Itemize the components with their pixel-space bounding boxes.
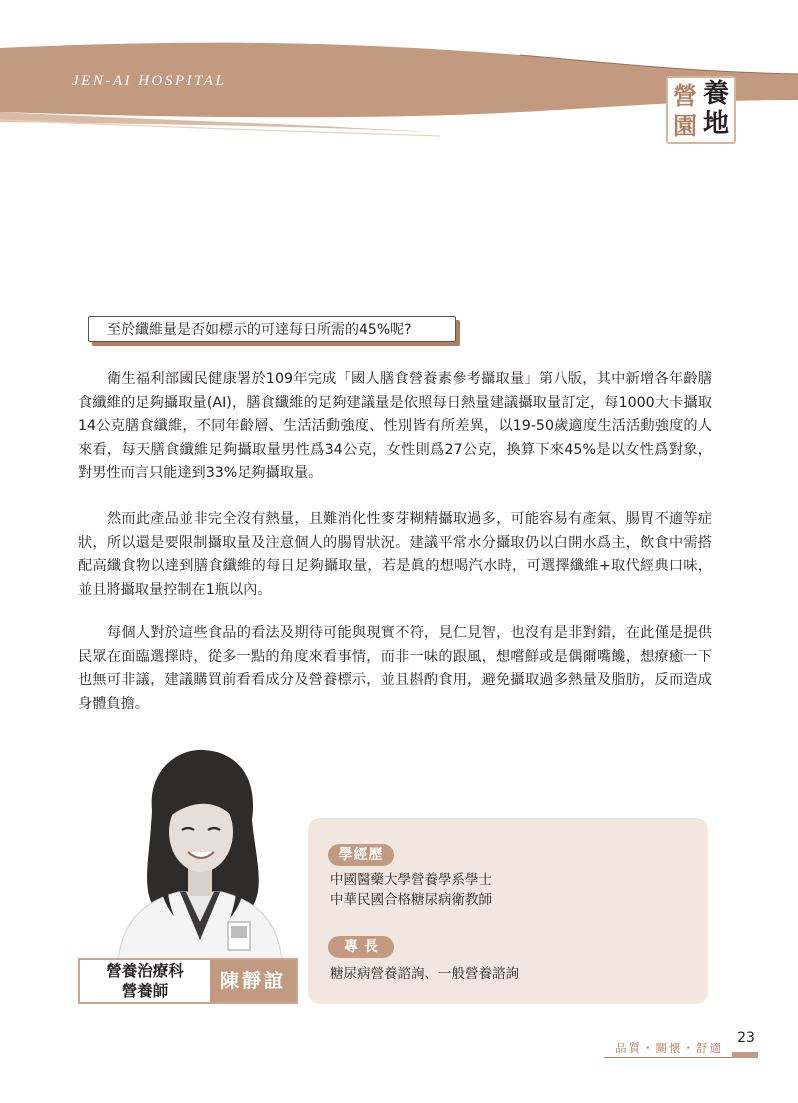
author-name-plate <box>78 958 298 1004</box>
section-question-title: 至於纖維量是否如標示的可達每日所需的45%呢? <box>88 316 456 342</box>
body-paragraph: 衛生福利部國民健康署於109年完成「國人膳食營養素參考攝取量」第八版，其中新增各年齡膳食纖維的足夠攝取量(AI)，膳食纖維的足夠建議量是依照每日熱量建議攝取量訂定，每1000大卡攝取14公克膳食纖維，不同年齡層、生活活動強度、性別皆有所差異，以19-50歲適度生活活動強度的人來看，每天膳食纖維足夠攝取量男性爲34公克，女性則爲27公克，換算下來45%是以女性爲對象，對男性而言只能達到33%足夠攝取量。 <box>78 371 712 481</box>
section-logo <box>666 76 736 144</box>
logo-char: 養 <box>702 79 729 109</box>
body-paragraph: 然而此產品並非完全沒有熱量，且難消化性麥芽糊精攝取過多，可能容易有產氣、腸胃不適等症狀，所以還是要限制攝取量及注意個人的腸胃狀況。建議平常水分攝取仍以白開水爲主，飲食中需搭配高纖食物以達到膳食纖維的每日足夠攝取量，若是眞的想喝汽水時，可選擇纖維+取代經典口味，並且將攝取量控制在1瓶以內。 <box>78 511 712 598</box>
specialty-tag: 專長 <box>328 936 394 958</box>
footer-accent-bar <box>732 1052 758 1058</box>
footer-slogan: 品質・關懷・舒適 <box>615 1041 723 1055</box>
department-line: 營養治療科 <box>106 962 184 980</box>
author-portrait <box>100 740 300 962</box>
specialty-text: 糖尿病營養諮詢、一般營養諮詢 <box>330 966 519 982</box>
logo-char: 園 <box>673 111 697 140</box>
author-profile-panel <box>308 818 708 1004</box>
author-name: 陳靜誼 <box>210 960 296 1002</box>
education-tag: 學經歷 <box>328 844 394 866</box>
hospital-name: JEN-AI HOSPITAL <box>72 73 227 89</box>
author-department <box>80 960 210 1003</box>
logo-char: 營 <box>673 81 697 110</box>
body-paragraph: 每個人對於這些食品的看法及期待可能與現實不符，見仁見智，也沒有是非對錯，在此僅是提供民眾在面臨選擇時，從多一點的角度來看事情，而非一味的跟風，想嚐鮮或是偶爾嘴饞，想療癒一下也無可非議，建議購買前看看成分及營養標示，並且斟酌食用，避免攝取過多熱量及脂肪，反而造成身體負擔。 <box>78 625 712 712</box>
department-line: 營養師 <box>121 982 169 1000</box>
footer-divider <box>604 1057 732 1058</box>
education-item: 中華民國合格糖尿病衛教師 <box>330 892 492 908</box>
education-item: 中國醫藥大學營養學系學士 <box>330 872 492 888</box>
page-number: 23 <box>737 1030 755 1046</box>
logo-char: 地 <box>702 109 729 139</box>
